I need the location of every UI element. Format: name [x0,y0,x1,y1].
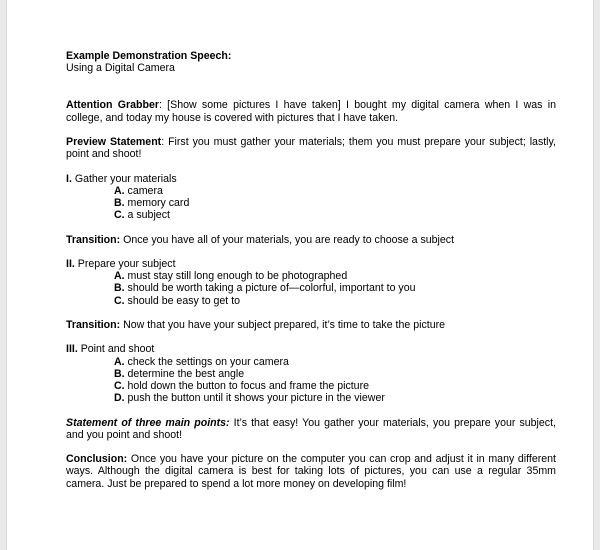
conclusion-label: Conclusion: [66,453,128,466]
preview-statement-label: Preview Statement [66,136,162,148]
attention-grabber-paragraph [66,99,556,123]
outline-item: C. should be easy to get to [114,294,241,307]
outline-item: C. hold down the button to focus and frame the picture [114,379,369,392]
transition-paragraph: Transition: Now that you have your subject prepared, it’s time to take the picture [66,318,446,331]
outline-item: B. should be worth taking a picture of—colorful, important to you [114,282,416,295]
outline-item: B. determine the best angle [114,367,245,380]
attention-grabber-text: : [Show some pictures I have taken] I bought my digital camera when I was in college, and today my house is covered with pictures that I have taken. [66,99,556,124]
attention-grabber-label: Attention Grabber [66,99,159,112]
section-heading: II. Prepare your subject [66,257,176,270]
summary-text: It’s that easy! You gather your materials, you prepare your subject, and you point and shoot! [66,416,556,441]
document-title: Example Demonstration Speech: [66,50,232,62]
speech-outline [66,50,556,490]
document-page [6,0,594,550]
outline-item: D. push the button until it shows your picture in the viewer [114,392,385,405]
preview-statement-paragraph [66,136,556,160]
summary-paragraph [66,417,556,441]
transition-paragraph: Transition: Once you have all of your materials, you are ready to choose a subject [66,233,455,246]
outline-item: A. check the settings on your camera [114,355,289,368]
outline-item: A. must stay still long enough to be photographed [114,270,348,283]
outline-item: B. memory card [114,197,190,209]
section-heading: I. Gather your materials [66,172,177,185]
outline-item: A. camera [114,184,163,197]
conclusion-paragraph [66,453,556,490]
outline-item: C. a subject [114,209,170,222]
document-subtitle: Using a Digital Camera [66,62,175,75]
section-heading: III. Point and shoot [66,343,155,356]
summary-label: Statement of three main points: [66,416,230,429]
preview-statement-text: : First you must gather your materials; them you must prepare your subject; lastly, point and shoot! [66,136,556,161]
conclusion-text: Once you have your picture on the computer you can crop and adjust it in many different ways. Although the digital camera is best for taking lots of pictures, you can use a regular 35mm camera. Just be prepared to spend a lot more money on developing film! [66,453,556,490]
